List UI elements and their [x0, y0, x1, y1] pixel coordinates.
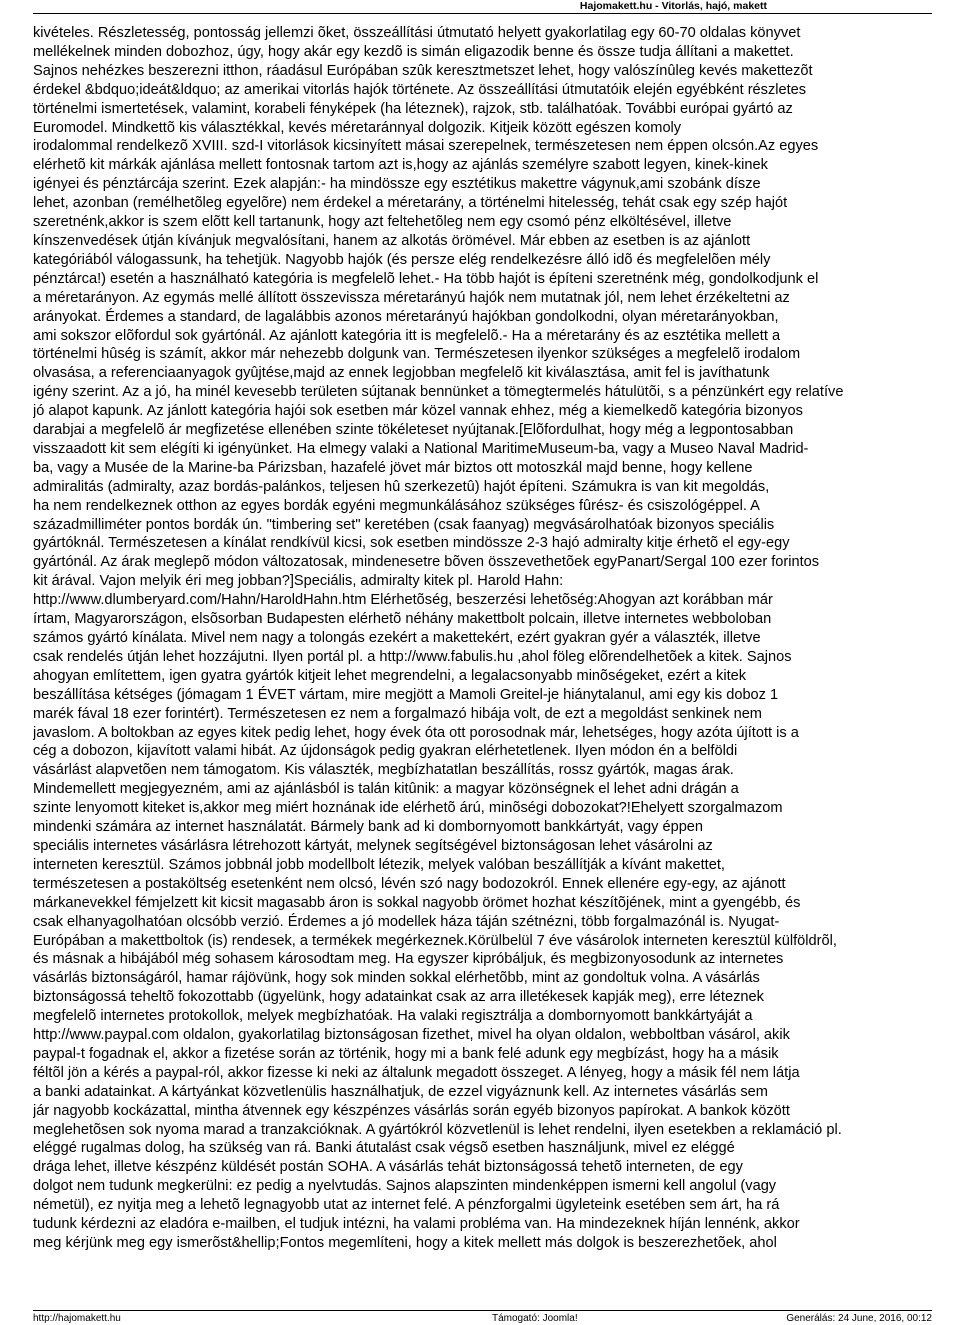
text-line: igényei és pénztárcája szerint. Ezek alapján:- ha mindössze egy esztétikus makettre vágynuk,ami szobánk dísze — [33, 176, 761, 193]
text-line: Mindemellett megjegyezném, ami az ajánlásból is talán kitûnik: a magyar közönségnek el lehet adni drágán a — [33, 781, 739, 798]
text-line: igény szerint. Az a jó, ha minél kevesebb területen sújtanak bennünket a tömegtermelés hátulütõi, s a pénzünkért egy relatíve — [33, 384, 844, 401]
text-line: történelmi ismertetések, valamint, korabeli fényképek (ha léteznek), rajzok, stb. találhatóak. További európai gyártó az — [33, 100, 793, 117]
text-line: darabjai a megfelelõ ár megfizetése ellenében szinte tökéleteset nyújtanak.[Elõfordulhat, hogy még a legpontosabban — [33, 422, 794, 439]
text-line: eléggé rugalmas dolog, ha szükség van rá. Banki átutalást csak végsõ esetben használjunk, mivel ez eléggé — [33, 1140, 735, 1157]
text-line: mellékelnek minden dobozhoz, úgy, hogy akár egy kezdõ is simán eligazodik benne és össze tudja állítani a makettet. — [33, 43, 794, 60]
text-line: vásárlás biztonságáról, hamar rájövünk, hogy sok minden sokkal elérhetõbb, mint az gondoltuk volna. A vásárlás — [33, 970, 760, 987]
text-line: http://www.dlumberyard.com/Hahn/HaroldHahn.htm Elérhetõség, beszerzési lehetõség:Ahogyan azt korábban már — [33, 592, 773, 609]
text-line: gyártóknál. Természetesen a kínálat rendkívül kicsi, sok esetben mindössze 2-3 hajó admiralty kitje érhetõ el egy-egy — [33, 535, 790, 552]
text-line: századmilliméter pontos bordák ún. "timbering set" keretében (csak faanyag) megvásárolhatóak bizonyos speciális — [33, 516, 775, 533]
footer-site-url[interactable]: http://hajomakett.hu — [33, 1313, 121, 1324]
page-footer — [33, 1310, 932, 1325]
text-line: interneten keresztül. Számos jobbnál jobb modellbolt létezik, melyek valóban beszállítják a kívánt makettet, — [33, 856, 725, 873]
text-line: ami sokszor elõfordul sok gyártónál. Az ajánlott kategória itt is megfelelõ.- Ha a méretarány és az esztétika mellett a — [33, 327, 781, 344]
text-line: admiralitás (admiralty, azaz bordás-palánkos, teljesen hû szerkezetû) hajót építeni. Számukra is van kit megoldás, — [33, 478, 770, 495]
text-line: paypal-t fogadnak el, akkor a fizetése során az történik, hogy mi a bank felé adunk egy megbízást, hogy ha a másik — [33, 1045, 779, 1062]
text-line: csak rendelés útján lehet hozzájutni. Ilyen portál pl. a http://www.fabulis.hu ,ahol föleg elõrendelhetõek a kitek. Sajnos — [33, 648, 792, 665]
text-line: ba, vagy a Musée de la Marine-ba Párizsban, hazafelé jövet már biztos ott motoszkál majd benne, hogy kellene — [33, 459, 753, 476]
text-line: ahogyan említettem, igen gyatra gyártók kitjeit lehet megrendelni, a legalacsonyabb minõségeket, ezért a kitek — [33, 667, 747, 684]
text-line: marék fával 18 ezer forintért). Természetesen ez nem a forgalmazó hibája volt, de ezt a megoldást senkinek nem — [33, 705, 762, 722]
text-line: vásárlást alapvetõen nem támogatom. Kis választék, megbízhatatlan beszállítás, rossz gyártók, magas árak. — [33, 762, 734, 779]
text-line: Euromodel. Mindkettõ kis választékkal, kevés méretaránnyal dolgozik. Kitjeik között egészen komoly — [33, 119, 682, 136]
text-line: mindenki számára az internet használatát. Bármely bank ad ki dombornyomott bankkártyát, vagy éppen — [33, 819, 704, 836]
text-line: tudunk kérdezni az eladóra e-mailben, el tudjuk intézni, ha valami probléma van. Ha mindezeknek híján lennénk, akkor — [33, 1216, 800, 1233]
site-title: Hajomakett.hu - Vitorlás, hajó, makett — [579, 0, 767, 12]
text-line: és másnak a hibájából még sohasem károsodtam meg. Ha egyszer kipróbáljuk, és megbizonyosodunk az internetes — [33, 951, 784, 968]
text-line: márkanevekkel fémjelzett kit kicsit magasabb áron is sokkal nagyobb örömet hozhat készítõjének, mint a gyengébb, és — [33, 894, 801, 911]
text-line: Európában a makettboltok (is) rendesek, a termékek megérkeznek.Körülbelül 7 éve vásárolok interneten keresztül külföldrõl, — [33, 932, 837, 949]
text-line: biztonságossá teheltõ fokozottabb (ügyelünk, hogy adatainkat csak az arra illetékesek kapják meg), erre léteznek — [33, 989, 764, 1006]
text-line: számos gyártó kínálata. Mivel nem nagy a tolongás ezekért a makettekért, ezért gyakran gyér a választék, illetve — [33, 630, 761, 646]
text-line: speciális internetes vásárlásra létrehozott kártyát, melynek segítségével biztonságosan lehet vásárolni az — [33, 837, 713, 854]
text-line: németül), ez nyitja meg a lehetõ legnagyobb utat az internet felé. A pénzforgalmi ügyleteink esetében sem árt, ha rá — [33, 1197, 780, 1214]
text-line: szinte lenyomott kiteket is,akkor meg miért hoznának ide elérhetõ árú, minõségi dobozokat?!Ehelyett szorgalmazom — [33, 800, 783, 817]
footer-sponsor: Támogató: Joomla! — [492, 1313, 578, 1324]
text-line: kategóriából válogassunk, ha tehetjük. Nagyobb hajók (és persze elég rendelkezésre álló idõ és megfelelõen mély — [33, 251, 771, 268]
text-line: Sajnos nehézkes beszerezni itthon, ráadásul Európában szûk keresztmetszet lehet, hogy valószínûleg kevés makettezõt — [33, 62, 813, 79]
text-line: pénztárca!) esetén a használható kategória is megfelelõ lehet.- Ha több hajót is építeni szeretnénk még, gondolkodjunk el — [33, 270, 819, 287]
text-line: szeretnénk,akkor is szem elõtt kell tartanunk, hogy azt feltehetõleg nem egy csomó pénz elköltésével, illetve — [33, 214, 732, 231]
text-line: féltõl jön a kérés a paypal-ról, akkor fizesse ki neki az általunk megadott összeget. A lényeg, hogy a másik fél nem látja — [33, 1064, 800, 1081]
text-line: érdekel &bdquo;ideát&ldquo; az amerikai vitorlás hajók története. Az összeállítási útmutatóik elején egyébként részletes — [33, 81, 807, 98]
text-line: arányokat. Érdemes a standard, de lagalábbis azonos méretarányú hajókban gondolkodni, olyan méretarányokban, — [33, 308, 779, 325]
text-line: csak elhanyagolhatóan olcsóbb verzió. Érdemes a jó modellek háza táján szétnézni, több forgalmazónál is. Nyugat- — [33, 913, 780, 930]
text-line: jó alapot kapunk. Az jánlott kategória hajói sok esetben már közel vannak ehhez, még a kiemelkedõ kategória bizonyos — [33, 403, 803, 420]
text-line: megfelelõ internetes protokollok, melyek megbízhatóak. Ha valaki regisztrálja a dombornyomott bankkártyáját a — [33, 1008, 753, 1025]
text-line: lehet, azonban (remélhetõleg egyelõre) nem érdekel a méretarány, a történelmi hitelesség, tehát csak egy szép hajót — [33, 195, 788, 212]
text-line: írtam, Magyarországon, elsõsorban Budapesten elérhetõ néhány makettbolt polcain, illetve internetes webboloban — [33, 611, 772, 628]
text-line: meglehetõsen sok nyoma marad a tranzakcióknak. A gyártókról közvetlenül is lehet rendelni, ilyen esetekben a reklamáció pl. — [33, 1121, 842, 1138]
text-line: a banki adatainkat. A kártyánkat közvetlenülis használhatjuk, de ezzel vigyáznunk kell. Az internetes vásárlás sem — [33, 1083, 768, 1100]
text-line: jár nagyobb kockázattal, mintha átvennek egy készpénzes vásárlás során egyéb bizonyos papírokat. A bankok között — [33, 1102, 790, 1119]
text-line: kínszenvedések útján kívánjuk megvalósítani, hanem az alkotás örömével. Már ebben az esetben is az ajánlott — [33, 232, 751, 249]
text-line: kit árával. Vajon melyik éri meg jobban?]Speciális, admiralty kitek pl. Harold Hahn: — [33, 573, 564, 590]
text-line: http://www.paypal.com oldalon, gyakorlatilag biztonságosan fizethet, mivel ha olyan oldalon, webboltban vásárol, akik — [33, 1027, 790, 1044]
header-divider — [33, 13, 932, 14]
text-line: dolgot nem tudunk megkerülni: ez pedig a nyelvtudás. Sajnos alapszinten mindenképpen ismerni kell angolul (vagy — [33, 1178, 777, 1195]
text-line: elérhetõ kit márkák ajánlása mellett fontosnak tartom azt is,hogy az ajánlás személyre szabott legyen, kinek-kinek — [33, 157, 768, 174]
text-line: javaslom. A boltokban az egyes kitek pedig lehet, hogy évek óta ott porosodnak már, lehetséges, hogy azóta újított is a — [33, 724, 799, 741]
text-line: cég a dobozon, kijavított valami hibát. Az újdonságok pedig gyakran elérhetetlenek. Ilyen módon én a belföldi — [33, 743, 738, 760]
text-line: kivételes. Részletesség, pontosság jellemzi õket, összeállítási útmutató helyett gyakorlatilag egy 60-70 oldalas könyvet — [33, 25, 801, 41]
text-line: természetesen a postaköltség esetenként nem olcsó, lévén szó nagy bodozokról. Ennek ellenére egy-egy, az ajánott — [33, 875, 786, 892]
text-line: meg kérjünk meg egy ismerõst&hellip;Fontos megemlíteni, hogy a kitek mellett más dolgok is beszerezhetõek, ahol — [33, 1235, 777, 1251]
text-line: beszállítása kétséges (jómagam 1 ÉVET vártam, mire megjött a Mamoli Greitel-je hiánytalanul, ami egy kis doboz 1 — [33, 686, 779, 703]
text-line: ha nem rendelkeznek otthon az egyes bordák egyéni megmunkálásához szükséges fûrész- és csiszológéppel. A — [33, 497, 760, 514]
text-line: olvasása, a referenciaanyagok gyûjtése,majd az ennek legjobban megfelelõ kit kiválasztása, amit fel is javíthatunk — [33, 365, 770, 382]
text-line: gyártónál. Az árak meglepõ módon változatosak, mindenesetre bõven összevethetõek egyPanart/Sergal 100 ezer forintos — [33, 554, 820, 571]
page-header — [0, 0, 960, 14]
text-line: drága lehet, illetve készpénz küldését postán SOHA. A vásárlás tehát biztonságossá tehetõ interneten, de egy — [33, 1159, 743, 1176]
text-line: irodalommal rendelkezõ XVIII. szd-I vitorlások kicsinyített másai szerepelnek, természetesen nem éppen olcsón.Az egyes — [33, 138, 819, 155]
article-body — [33, 24, 933, 1304]
text-line: a méretarányon. Az egymás mellé állított összevissza méretarányú hajók nem mutatnak jól, nem lehet érzékeltetni az — [33, 289, 790, 306]
text-line: visszaadott kit sem elégíti ki igényünket. Ha elmegy valaki a National MaritimeMuseum-ba, vagy a Museo Naval Madrid- — [33, 440, 809, 457]
footer-divider — [33, 1310, 932, 1311]
footer-generated-date: Generálás: 24 June, 2016, 00:12 — [786, 1313, 932, 1324]
text-line: történelmi hûség is számít, akkor már nehezebb dolgunk van. Természetesen ilyenkor szükséges a megfelelõ irodalom — [33, 346, 801, 363]
